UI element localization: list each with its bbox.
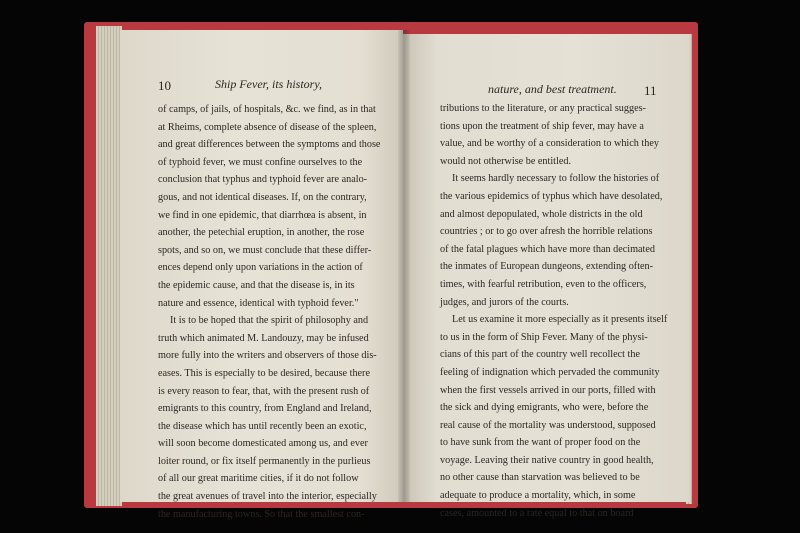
text-line: times, with fearful retribution, even to the officers, <box>440 278 647 290</box>
text-line: the disease which has until recently been an exotic, <box>158 420 367 432</box>
text-line: the inmates of European dungeons, extending often- <box>440 261 654 273</box>
running-head-left: Ship Fever, its history, <box>215 77 322 91</box>
text-line: the sick and dying emigrants, who were, before the <box>440 402 649 414</box>
text-line: value, and be worthy of a consideration to which they <box>440 138 659 150</box>
text-line: another, the petechial eruption, in another, the rose <box>158 227 365 239</box>
text-line: at Rheims, complete absence of disease of the spleen, <box>158 121 377 133</box>
left-page-body <box>158 101 390 523</box>
text-line: to have sunk from the want of proper food on the <box>440 437 641 449</box>
text-line: would not otherwise be entitled. <box>440 155 571 167</box>
text-line: real cause of the mortality was understood, supposed <box>440 419 656 431</box>
text-line: and great differences between the symptoms and those <box>158 139 381 151</box>
text-line: ences depend only upon variations in the action of <box>158 262 363 274</box>
text-line: truth which animated M. Landouzy, may be infused <box>158 332 369 344</box>
book-gutter <box>398 30 410 502</box>
text-line: cases, amounted to a rate equal to that on board <box>440 507 634 519</box>
text-line: spots, and so on, we must conclude that these differ- <box>158 244 372 256</box>
text-line: tions upon the treatment of ship fever, may have a <box>440 120 644 132</box>
text-line: will soon become domesticated among us, and ever <box>158 438 368 450</box>
text-line: when the first vessels arrived in our ports, filled with <box>440 384 656 396</box>
text-line: of camps, of jails, of hospitals, &c. we find, as in that <box>158 104 376 115</box>
right-page-body <box>440 100 676 522</box>
page-number-left: 10 <box>158 78 171 93</box>
running-head-right: nature, and best treatment. <box>488 82 617 96</box>
text-line: emigrants to this country, from England and Ireland, <box>158 403 372 415</box>
text-line: of all our great maritime cities, if it do not follow <box>158 473 359 485</box>
text-line: and almost depopulated, whole districts in the old <box>440 208 643 220</box>
text-line: of typhoid fever, we must confine ourselves to the <box>158 156 363 168</box>
text-line: the great avenues of travel into the interior, especially <box>158 491 377 503</box>
text-line: of the fatal plagues which have more than decimated <box>440 243 655 255</box>
text-line: voyage. Leaving their native country in good health, <box>440 454 654 466</box>
text-line: conclusion that typhus and typhoid fever are analo- <box>158 174 368 186</box>
text-line: the various epidemics of typhus which have desolated, <box>440 190 663 202</box>
text-line: countries ; or to go over afresh the horrible relations <box>440 226 653 238</box>
text-line: the epidemic cause, and that the disease is, in its <box>158 279 355 291</box>
text-line: tributions to the literature, or any practical sugges- <box>440 103 646 114</box>
paragraph-start: It is to be hoped that the spirit of philosophy and <box>170 315 369 327</box>
text-line: cians of this part of the country well recollect the <box>440 349 640 361</box>
page-number-right: 11 <box>644 83 657 98</box>
paragraph-start: Let us examine it more especially as it presents itself <box>452 314 668 326</box>
text-line: we find in one epidemic, that diarrhœa is absent, in <box>158 209 367 221</box>
text-line: the manufacturing towns. So that the smallest con- <box>158 508 365 520</box>
text-line: gous, and not identical diseases. If, on the contrary, <box>158 191 367 203</box>
text-line: loiter round, or fix itself permanently in the purlieus <box>158 455 371 467</box>
text-line: more fully into the writers and observers of those dis- <box>158 350 377 362</box>
text-line: no other cause than starvation was believed to be <box>440 472 640 484</box>
paragraph-start: It seems hardly necessary to follow the histories of <box>452 173 660 185</box>
text-line: nature and essence, identical with typhoid fever." <box>158 297 359 309</box>
text-line: adequate to produce a mortality, which, in some <box>440 490 636 502</box>
text-line: eases. This is especially to be desired, because there <box>158 367 370 379</box>
text-line: judges, and jurors of the courts. <box>440 296 569 308</box>
text-line: to us in the form of Ship Fever. Many of the physi- <box>440 331 648 343</box>
page-stack-left <box>96 26 122 506</box>
text-line: feeling of indignation which pervaded the community <box>440 366 660 378</box>
text-line: is every reason to fear, that, with the present rush of <box>158 385 370 397</box>
